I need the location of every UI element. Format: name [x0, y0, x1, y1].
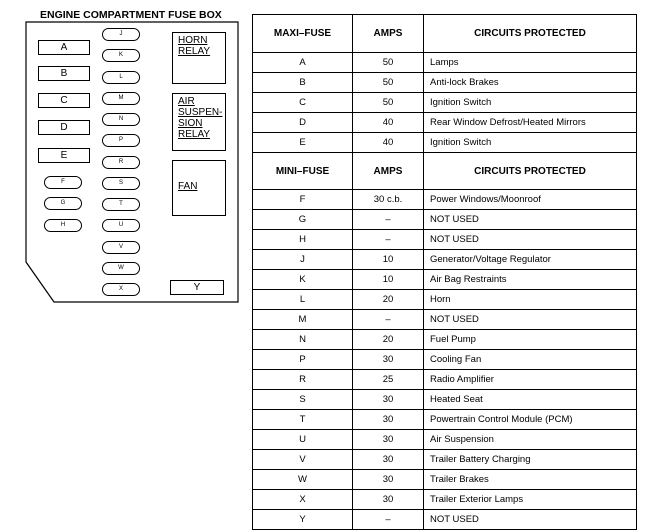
mini-fuse-v: V — [102, 241, 140, 254]
air-suspension-relay-label: AIR SUSPEN- SION RELAY — [178, 96, 223, 140]
table-row — [253, 310, 637, 330]
circuits-cell: Power Windows/Moonroof — [424, 190, 637, 210]
table-row — [253, 470, 637, 490]
circuits-header: CIRCUITS PROTECTED — [424, 153, 637, 190]
fuse-id-cell: H — [253, 230, 353, 250]
fuse-id-cell: E — [253, 133, 353, 153]
mini-fuse-x: X — [102, 283, 140, 296]
amps-cell: 30 — [353, 390, 424, 410]
mini-fuse-header: MINI–FUSE — [253, 153, 353, 190]
circuits-cell: Powertrain Control Module (PCM) — [424, 410, 637, 430]
amps-cell: 30 — [353, 350, 424, 370]
fuse-table — [252, 14, 637, 530]
circuits-cell: Rear Window Defrost/Heated Mirrors — [424, 113, 637, 133]
fuse-id-cell: D — [253, 113, 353, 133]
table-row — [253, 370, 637, 390]
fuse-id-cell: Y — [253, 510, 353, 530]
amps-cell: 10 — [353, 250, 424, 270]
circuits-cell: Air Bag Restraints — [424, 270, 637, 290]
maxi-fuse-header: MAXI–FUSE — [253, 15, 353, 53]
maxi-header-row — [253, 15, 637, 53]
mini-fuse-r: R — [102, 156, 140, 169]
mini-fuse-t: T — [102, 198, 140, 211]
circuits-cell: Trailer Battery Charging — [424, 450, 637, 470]
fuse-id-cell: J — [253, 250, 353, 270]
amps-cell: 40 — [353, 133, 424, 153]
amps-cell: – — [353, 310, 424, 330]
table-row — [253, 113, 637, 133]
fuse-id-cell: L — [253, 290, 353, 310]
amps-cell: 50 — [353, 73, 424, 93]
circuits-cell: Trailer Exterior Lamps — [424, 490, 637, 510]
fuse-id-cell: U — [253, 430, 353, 450]
circuits-cell: Radio Amplifier — [424, 370, 637, 390]
mini-fuse-k: K — [102, 49, 140, 62]
amps-cell: – — [353, 510, 424, 530]
circuits-header: CIRCUITS PROTECTED — [424, 15, 637, 53]
amps-cell: 10 — [353, 270, 424, 290]
table-row — [253, 290, 637, 310]
mini-fuse-g: G — [44, 197, 82, 210]
circuits-cell: Cooling Fan — [424, 350, 637, 370]
diagram-title: ENGINE COMPARTMENT FUSE BOX — [40, 9, 222, 21]
mini-fuse-m: M — [102, 92, 140, 105]
mini-fuse-j: J — [102, 28, 140, 41]
fuse-id-cell: X — [253, 490, 353, 510]
table-row — [253, 350, 637, 370]
horn-relay-label: HORN RELAY — [178, 35, 211, 57]
amps-header: AMPS — [353, 153, 424, 190]
amps-cell: 30 — [353, 450, 424, 470]
fuse-id-cell: V — [253, 450, 353, 470]
circuits-cell: Heated Seat — [424, 390, 637, 410]
circuits-cell: Horn — [424, 290, 637, 310]
circuits-cell: Air Suspension — [424, 430, 637, 450]
table-row — [253, 250, 637, 270]
amps-cell: 30 — [353, 490, 424, 510]
table-row — [253, 330, 637, 350]
maxi-fuse-c: C — [38, 93, 90, 108]
fuse-id-cell: A — [253, 53, 353, 73]
mini-fuse-h: H — [44, 219, 82, 232]
maxi-fuse-a: A — [38, 40, 90, 55]
table-row — [253, 490, 637, 510]
fuse-id-cell: C — [253, 93, 353, 113]
mini-fuse-f: F — [44, 176, 82, 189]
circuits-cell: Ignition Switch — [424, 133, 637, 153]
fan-relay — [172, 160, 226, 216]
amps-cell: 30 — [353, 470, 424, 490]
mini-fuse-p: P — [102, 134, 140, 147]
table-row — [253, 73, 637, 93]
amps-cell: 20 — [353, 290, 424, 310]
maxi-fuse-e: E — [38, 148, 90, 163]
circuits-cell: Lamps — [424, 53, 637, 73]
fuse-id-cell: G — [253, 210, 353, 230]
circuits-cell: Ignition Switch — [424, 93, 637, 113]
amps-cell: 20 — [353, 330, 424, 350]
fuse-id-cell: R — [253, 370, 353, 390]
amps-cell: 30 — [353, 410, 424, 430]
amps-cell: 50 — [353, 53, 424, 73]
fuse-id-cell: T — [253, 410, 353, 430]
mini-fuse-w: W — [102, 262, 140, 275]
mini-fuse-n: N — [102, 113, 140, 126]
table-row — [253, 53, 637, 73]
table-row — [253, 510, 637, 530]
circuits-cell: Generator/Voltage Regulator — [424, 250, 637, 270]
amps-cell: 30 c.b. — [353, 190, 424, 210]
circuits-cell: Trailer Brakes — [424, 470, 637, 490]
table-row — [253, 450, 637, 470]
table-row — [253, 190, 637, 210]
fuse-id-cell: M — [253, 310, 353, 330]
circuits-cell: Fuel Pump — [424, 330, 637, 350]
fuse-id-cell: S — [253, 390, 353, 410]
amps-cell: 30 — [353, 430, 424, 450]
horn-relay — [172, 32, 226, 84]
circuits-cell: NOT USED — [424, 310, 637, 330]
table-row — [253, 133, 637, 153]
amps-cell: – — [353, 210, 424, 230]
table-row — [253, 93, 637, 113]
amps-header: AMPS — [353, 15, 424, 53]
circuits-cell: Anti-lock Brakes — [424, 73, 637, 93]
circuits-cell: NOT USED — [424, 230, 637, 250]
table-row — [253, 270, 637, 290]
maxi-fuse-d: D — [38, 120, 90, 135]
fan-relay-label: FAN — [178, 181, 198, 192]
mini-fuse-s: S — [102, 177, 140, 190]
fuse-id-cell: F — [253, 190, 353, 210]
amps-cell: 40 — [353, 113, 424, 133]
mini-fuse-u: U — [102, 219, 140, 232]
fuse-y: Y — [170, 280, 224, 295]
table-row — [253, 390, 637, 410]
table-row — [253, 430, 637, 450]
table-row — [253, 230, 637, 250]
amps-cell: – — [353, 230, 424, 250]
table-row — [253, 410, 637, 430]
fuse-id-cell: B — [253, 73, 353, 93]
mini-fuse-l: L — [102, 71, 140, 84]
amps-cell: 50 — [353, 93, 424, 113]
fuse-id-cell: W — [253, 470, 353, 490]
air-suspension-relay — [172, 93, 226, 151]
circuits-cell: NOT USED — [424, 510, 637, 530]
table-row — [253, 210, 637, 230]
circuits-cell: NOT USED — [424, 210, 637, 230]
mini-header-row — [253, 153, 637, 190]
amps-cell: 25 — [353, 370, 424, 390]
fuse-id-cell: N — [253, 330, 353, 350]
maxi-fuse-b: B — [38, 66, 90, 81]
fuse-id-cell: P — [253, 350, 353, 370]
fuse-id-cell: K — [253, 270, 353, 290]
